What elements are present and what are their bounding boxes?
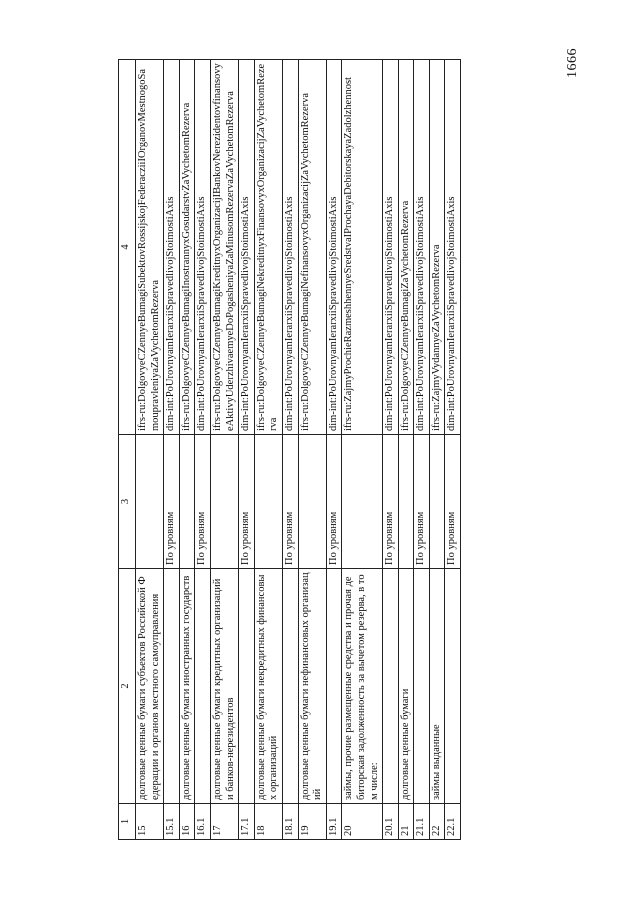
row-level-cell: По уровням: [164, 435, 180, 569]
row-level-cell: [136, 435, 164, 569]
row-name-cell: долговые ценные бумаги кредитных организаций и банков-нерезидентов: [210, 569, 238, 804]
row-level-cell: [254, 435, 282, 569]
row-name-cell: займы выданные: [429, 569, 445, 804]
row-level-cell: [342, 435, 383, 569]
rotated-table-container: [118, 60, 548, 840]
row-level-cell: По уровням: [383, 435, 399, 569]
row-name-cell: [239, 569, 255, 804]
row-name-cell: долговые ценные бумаги некредитных финансовых организаций: [254, 569, 282, 804]
table-row: [342, 60, 383, 840]
row-number-cell: 16.1: [195, 804, 211, 840]
row-code-cell: dim-int:PoUrovnyamIerarxiiSpravedlivojStoimostiAxis: [326, 60, 342, 435]
row-name-cell: [195, 569, 211, 804]
row-code-cell: dim-int:PoUrovnyamIerarxiiSpravedlivojStoimostiAxis: [164, 60, 180, 435]
table-row: [164, 60, 180, 840]
table-row: [282, 60, 298, 840]
row-number-cell: 15.1: [164, 804, 180, 840]
table-row: [414, 60, 430, 840]
row-name-cell: [282, 569, 298, 804]
row-number-cell: 22: [429, 804, 445, 840]
row-number-cell: 17: [210, 804, 238, 840]
row-code-cell: ifrs-ru:DolgovyeCZennyeBumagiInostrannyxGosudarstvZaVychetomRezerva: [179, 60, 195, 435]
row-number-cell: 16: [179, 804, 195, 840]
row-name-cell: [445, 569, 461, 804]
row-level-cell: По уровням: [239, 435, 255, 569]
table-row: [445, 60, 461, 840]
row-number-cell: 22.1: [445, 804, 461, 840]
row-number-cell: 20: [342, 804, 383, 840]
row-name-cell: [326, 569, 342, 804]
row-code-cell: dim-int:PoUrovnyamIerarxiiSpravedlivojStoimostiAxis: [414, 60, 430, 435]
table-row: [179, 60, 195, 840]
row-number-cell: 18.1: [282, 804, 298, 840]
row-number-cell: 20.1: [383, 804, 399, 840]
table-row: [254, 60, 282, 840]
row-code-cell: dim-int:PoUrovnyamIerarxiiSpravedlivojStoimostiAxis: [195, 60, 211, 435]
header-row: [119, 60, 136, 840]
row-code-cell: ifrs-ru:DolgovyeCZennyeBumagiSubektovRossijskojFederacziiIOrganovMestnogoSamoupravleniyaZaVychetomRezerva: [136, 60, 164, 435]
column-header: 4: [119, 60, 136, 435]
table-row: [429, 60, 445, 840]
table-row: [326, 60, 342, 840]
row-level-cell: [210, 435, 238, 569]
row-code-cell: ifrs-ru:ZajmyProchieRazmeshhennyeSredstvaIProchayaDebitorskayaZadolzhennost: [342, 60, 383, 435]
column-header: 3: [119, 435, 136, 569]
column-header: 2: [119, 569, 136, 804]
row-code-cell: ifrs-ru:DolgovyeCZennyeBumagiKreditnyxOrganizacijIBankovNerezidentovfinansovyeAktivyUderzhivaemyeDoPogasheniyaZaMinusomRezervaZaVychetomRezerva: [210, 60, 238, 435]
row-name-cell: [164, 569, 180, 804]
row-name-cell: [383, 569, 399, 804]
row-level-cell: [429, 435, 445, 569]
row-level-cell: По уровням: [445, 435, 461, 569]
data-table: [118, 59, 461, 840]
row-level-cell: По уровням: [195, 435, 211, 569]
row-code-cell: dim-int:PoUrovnyamIerarxiiSpravedlivojStoimostiAxis: [282, 60, 298, 435]
table-row: [195, 60, 211, 840]
row-code-cell: ifrs-ru:DolgovyeCZennyeBumagiNefinansovyxOrganizacijZaVychetomRezerva: [298, 60, 326, 435]
table-row: [298, 60, 326, 840]
row-number-cell: 19.1: [326, 804, 342, 840]
row-code-cell: dim-int:PoUrovnyamIerarxiiSpravedlivojStoimostiAxis: [445, 60, 461, 435]
row-level-cell: [179, 435, 195, 569]
row-level-cell: По уровням: [326, 435, 342, 569]
row-code-cell: dim-int:PoUrovnyamIerarxiiSpravedlivojStoimostiAxis: [239, 60, 255, 435]
row-code-cell: ifrs-ru:DolgovyeCZennyeBumagiNekreditnyxFinansovyxOrganizacijZaVychetomRezerva: [254, 60, 282, 435]
table-row: [383, 60, 399, 840]
row-level-cell: По уровням: [414, 435, 430, 569]
row-number-cell: 18: [254, 804, 282, 840]
row-number-cell: 19: [298, 804, 326, 840]
row-name-cell: долговые ценные бумаги нефинансовых организаций: [298, 569, 326, 804]
row-number-cell: 15: [136, 804, 164, 840]
row-number-cell: 21.1: [414, 804, 430, 840]
row-name-cell: займы, прочие размещенные средства и прочая дебиторская задолженность за вычетом резерва, в том числе:: [342, 569, 383, 804]
table-row: [210, 60, 238, 840]
table-body: [136, 60, 461, 840]
row-name-cell: [414, 569, 430, 804]
column-header: 1: [119, 804, 136, 840]
row-level-cell: [298, 435, 326, 569]
row-level-cell: [398, 435, 414, 569]
row-code-cell: ifrs-ru:DolgovyeCZennyeBumagiZaVychetomRezerva: [398, 60, 414, 435]
row-name-cell: долговые ценные бумаги субъектов Российской Федерации и органов местного самоуправления: [136, 569, 164, 804]
row-code-cell: ifrs-ru:ZajmyVydannyeZaVychetomRezerva: [429, 60, 445, 435]
page-number: 1666: [565, 48, 580, 78]
row-number-cell: 21: [398, 804, 414, 840]
table-row: [239, 60, 255, 840]
row-name-cell: долговые ценные бумаги: [398, 569, 414, 804]
row-code-cell: dim-int:PoUrovnyamIerarxiiSpravedlivojStoimostiAxis: [383, 60, 399, 435]
row-number-cell: 17.1: [239, 804, 255, 840]
table-row: [398, 60, 414, 840]
row-name-cell: долговые ценные бумаги иностранных государств: [179, 569, 195, 804]
row-level-cell: По уровням: [282, 435, 298, 569]
table-row: [136, 60, 164, 840]
